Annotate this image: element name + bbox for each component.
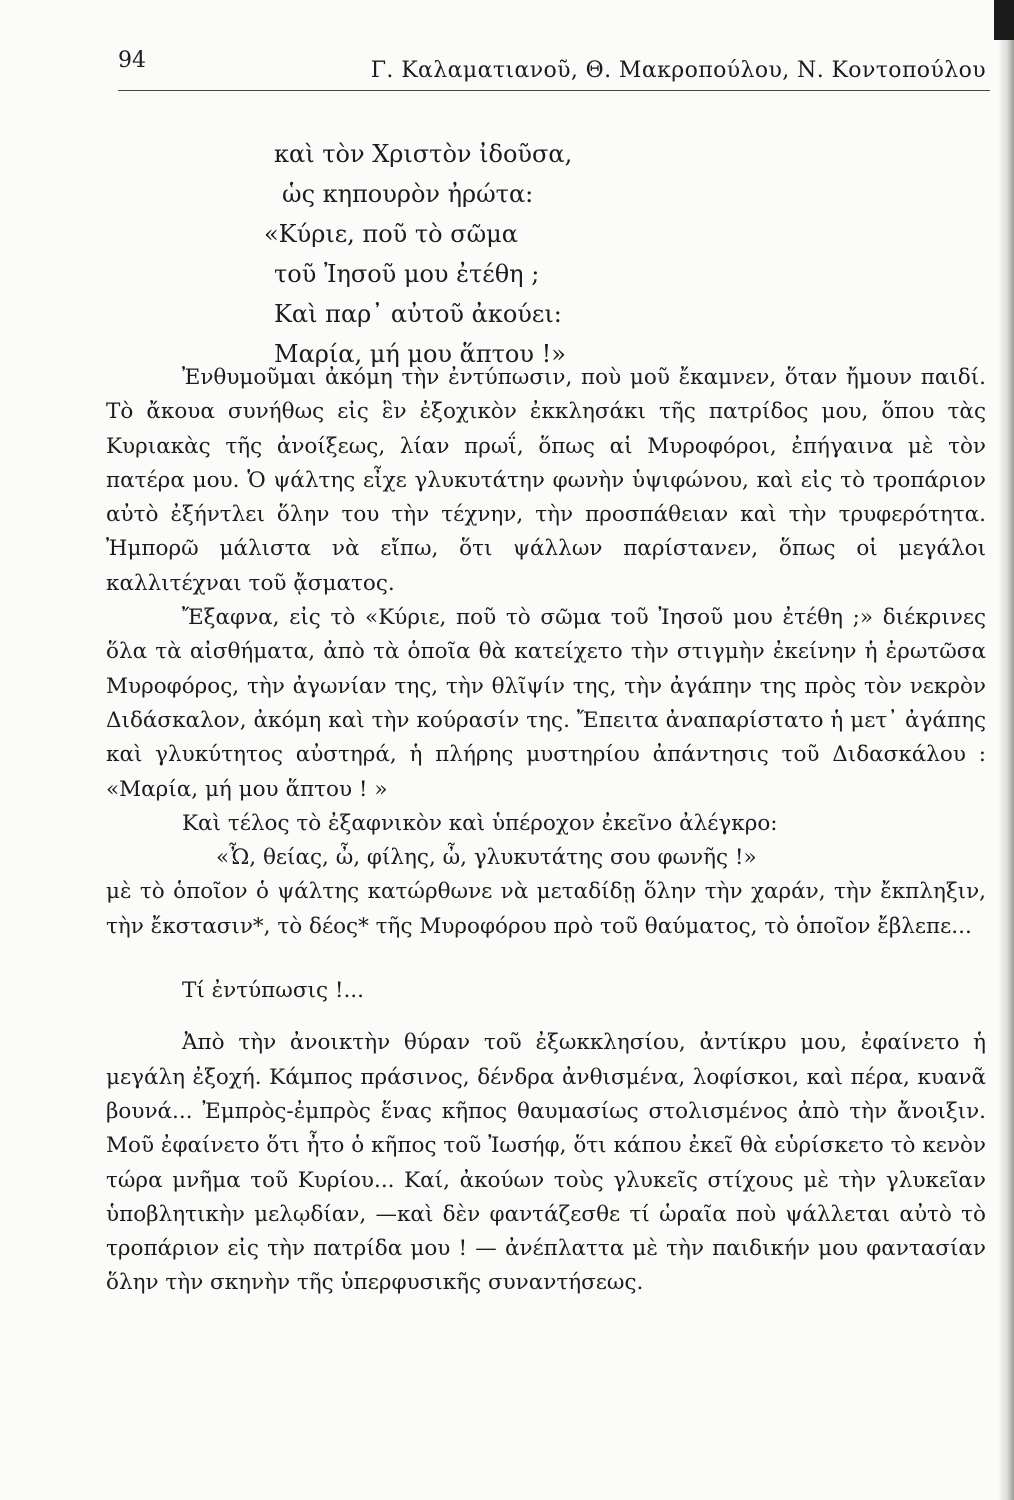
paragraph: Καὶ τέλος τὸ ἐξαφνικὸν καὶ ὑπέροχον ἐκεῖνο ἀλέγκρο: [182,810,778,836]
page-number: 94 [118,48,146,73]
poem-line: καὶ τὸν Χριστὸν ἰδοῦσα, [274,140,573,168]
exclamation: Τί ἐντύπωσις !... [182,978,364,1004]
running-head: Γ. Καλαματιανοῦ, Θ. Μακροπούλου, Ν. Κοντοπούλου [370,58,986,83]
quote-line: «Ὦ, θείας, ὦ, φίλης, ὦ, γλυκυτάτης σου φωνῆς !» [216,845,757,871]
poem-line: τοῦ Ἰησοῦ μου ἐτέθη ; [274,260,540,288]
poem-line: Μαρία, μή μου ἅπτου !» [274,340,566,368]
spacer [106,1008,986,1026]
page-spine-shadow [998,0,1014,1500]
page-header [118,46,990,91]
poem-line: «Κύριε, ποῦ τὸ σῶμα [264,220,518,248]
scan-corner [994,0,1014,40]
body-text [106,361,986,1301]
spacer [106,944,986,974]
continuation-paragraph: μὲ τὸ ὁποῖον ὁ ψάλτης κατώρθωνε νὰ μεταδίδῃ ὅλην τὴν χαράν, τὴν ἔκπληξιν, τὴν ἔκστασιν*, τὸ δέος* τῆς Μυροφόρου πρὸ τοῦ θαύματος, τὸ ὁποῖον ἔβλεπε... [106,879,986,939]
poem-line: ὡς κηπουρὸν ἠρώτα: [282,180,534,208]
poem-line: Καὶ παρ᾽ αὐτοῦ ἀκούει: [274,300,562,328]
paragraph: Ἔξαφνα, εἰς τὸ «Κύριε, ποῦ τὸ σῶμα τοῦ Ἰησοῦ μου ἐτέθη ;» διέκρινες ὅλα τὰ αἰσθήματα, ἀπὸ τὰ ὁποῖα θὰ κατείχετο τὴν στιγμὴν ἐκείνην ἡ ἐρωτῶσα Μυροφόρος, τὴν ἀγωνίαν της, τὴν θλῖψίν της, τὴν ἀγάπην της πρὸς τὸν νεκρὸν Διδάσκαλον, ἀκόμη καὶ τὴν κούρασίν της. Ἔπειτα ἀναπαρίστατο ἡ μετ᾽ ἀγάπης καὶ γλυκύτητος αὐστηρά, ἡ πλήρης μυστηρίου ἀπάντησις τοῦ Διδασκάλου : «Μαρία, μή μου ἅπτου ! » [106,605,986,802]
paragraph: Ἐνθυμοῦμαι ἀκόμη τὴν ἐντύπωσιν, ποὺ μοῦ ἔκαμνεν, ὅταν ἤμουν παιδί. Τὸ ἄκουα συνήθως εἰς ἓν ἐξοχικὸν ἐκκλησάκι τῆς πατρίδος μου, ὅπου τὰς Κυριακὰς τῆς ἀνοίξεως, λίαν πρωΐ, ὅπως αἱ Μυροφόροι, ἐπήγαινα μὲ τὸν πατέρα μου. Ὁ ψάλτης εἶχε γλυκυτάτην φωνὴν ὑψιφώνου, καὶ εἰς τὸ τροπάριον αὐτὸ ἐξήντλει ὅλην του τὴν τέχνην, τὴν προσπάθειαν καὶ τὴν τρυφερότητα. Ἠμπορῶ μάλιστα νὰ εἴπω, ὅτι ψάλλων παρίστανεν, ὅπως οἱ μεγάλοι καλλιτέχναι τοῦ ᾄσματος. [106,365,986,596]
final-paragraph: Ἀπὸ τὴν ἀνοικτὴν θύραν τοῦ ἐξωκκλησίου, ἀντίκρυ μου, ἐφαίνετο ἡ μεγάλη ἐξοχή. Κάμπος πράσινος, δένδρα ἀνθισμένα, λοφίσκοι, καὶ πέρα, κυανᾶ βουνά... Ἐμπρὸς-ἐμπρὸς ἕνας κῆπος θαυμασίως στολισμένος ἀπὸ τὴν ἄνοιξιν. Μοῦ ἐφαίνετο ὅτι ἦτο ὁ κῆπος τοῦ Ἰωσήφ, ὅτι κάπου ἐκεῖ θὰ εὑρίσκετο τὸ κενὸν τώρα μνῆμα τοῦ Κυρίου... Καί, ἀκούων τοὺς γλυκεῖς στίχους μὲ τὴν γλυκεῖαν ὑποβλητικὴν μελῳδίαν, —καὶ δὲν φαντάζεσθε τί ὡραῖα ποὺ ψάλλεται αὐτὸ τὸ τροπάριον εἰς τὴν πατρίδα μου ! — ἀνέπλαττα μὲ τὴν παιδικήν μου φαντασίαν ὅλην τὴν σκηνὴν τῆς ὑπερφυσικῆς συναντήσεως. [106,1030,986,1296]
poem-block [264,134,573,374]
